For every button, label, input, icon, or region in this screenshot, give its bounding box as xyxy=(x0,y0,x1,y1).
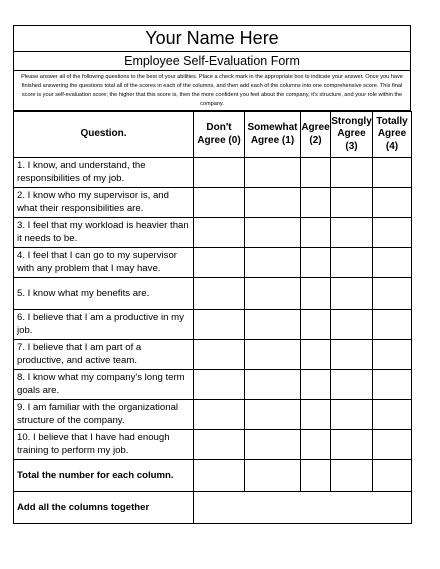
question-cell: 7. I believe that I am part of a productive, and active team. xyxy=(14,340,194,370)
answer-cell[interactable] xyxy=(301,188,331,218)
answer-cell[interactable] xyxy=(194,430,245,460)
total-cell[interactable] xyxy=(194,460,245,492)
question-cell: 6. I believe that I am a productive in my job. xyxy=(14,310,194,340)
question-cell: 4. I feel that I can go to my supervisor with any problem that I may have. xyxy=(14,248,194,278)
answer-cell[interactable] xyxy=(331,188,373,218)
answer-cell[interactable] xyxy=(373,340,412,370)
answer-cell[interactable] xyxy=(373,430,412,460)
sum-row-label: Add all the columns together xyxy=(14,492,194,524)
table-row xyxy=(14,340,412,370)
answer-cell[interactable] xyxy=(301,340,331,370)
answer-cell[interactable] xyxy=(194,158,245,188)
answer-cell[interactable] xyxy=(331,340,373,370)
table-row xyxy=(14,430,412,460)
question-cell: 1. I know, and understand, the responsibilities of my job. xyxy=(14,158,194,188)
question-cell: 5. I know what my benefits are. xyxy=(14,278,194,310)
question-cell: 3. I feel that my workload is heavier than it needs to be. xyxy=(14,218,194,248)
column-header-somewhat-agree: Somewhat Agree (1) xyxy=(245,112,301,158)
answer-cell[interactable] xyxy=(373,370,412,400)
answer-cell[interactable] xyxy=(245,188,301,218)
total-cell[interactable] xyxy=(373,460,412,492)
column-header-agree: Agree (2) xyxy=(301,112,331,158)
answer-cell[interactable] xyxy=(194,278,245,310)
total-row-label: Total the number for each column. xyxy=(14,460,194,492)
answer-cell[interactable] xyxy=(301,430,331,460)
instructions-box xyxy=(13,71,411,111)
table-row xyxy=(14,278,412,310)
answer-cell[interactable] xyxy=(194,248,245,278)
answer-cell[interactable] xyxy=(331,400,373,430)
answer-cell[interactable] xyxy=(373,218,412,248)
answer-cell[interactable] xyxy=(301,310,331,340)
answer-cell[interactable] xyxy=(301,218,331,248)
answer-cell[interactable] xyxy=(194,400,245,430)
question-cell: 2. I know who my supervisor is, and what their responsibilities are. xyxy=(14,188,194,218)
answer-cell[interactable] xyxy=(194,218,245,248)
answer-cell[interactable] xyxy=(301,278,331,310)
answer-cell[interactable] xyxy=(245,278,301,310)
answer-cell[interactable] xyxy=(301,370,331,400)
answer-cell[interactable] xyxy=(194,340,245,370)
answer-cell[interactable] xyxy=(245,310,301,340)
answer-cell[interactable] xyxy=(331,218,373,248)
answer-cell[interactable] xyxy=(245,370,301,400)
question-column-header: Question. xyxy=(14,112,194,158)
answer-cell[interactable] xyxy=(331,310,373,340)
answer-cell[interactable] xyxy=(373,278,412,310)
answer-cell[interactable] xyxy=(331,158,373,188)
answer-cell[interactable] xyxy=(373,310,412,340)
name-box[interactable] xyxy=(13,25,411,52)
answer-cell[interactable] xyxy=(331,278,373,310)
answer-cell[interactable] xyxy=(194,310,245,340)
table-row xyxy=(14,158,412,188)
column-header-strongly-agree: Strongly Agree (3) xyxy=(331,112,373,158)
question-cell: 9. I am familiar with the organizational structure of the company. xyxy=(14,400,194,430)
question-cell: 8. I know what my company's long term goals are. xyxy=(14,370,194,400)
answer-cell[interactable] xyxy=(245,218,301,248)
total-cell[interactable] xyxy=(331,460,373,492)
column-header-dont-agree: Don't Agree (0) xyxy=(194,112,245,158)
answer-cell[interactable] xyxy=(245,340,301,370)
answer-cell[interactable] xyxy=(373,400,412,430)
evaluation-table xyxy=(13,111,412,524)
answer-cell[interactable] xyxy=(331,430,373,460)
answer-cell[interactable] xyxy=(331,248,373,278)
answer-cell[interactable] xyxy=(245,430,301,460)
table-row xyxy=(14,400,412,430)
form-title-box xyxy=(13,52,411,71)
answer-cell[interactable] xyxy=(194,370,245,400)
table-row xyxy=(14,218,412,248)
total-cell[interactable] xyxy=(301,460,331,492)
answer-cell[interactable] xyxy=(373,188,412,218)
column-header-totally-agree: Totally Agree (4) xyxy=(373,112,412,158)
table-row xyxy=(14,188,412,218)
answer-cell[interactable] xyxy=(301,158,331,188)
answer-cell[interactable] xyxy=(301,400,331,430)
table-header-row xyxy=(14,112,412,158)
evaluation-form xyxy=(13,25,411,524)
employee-name: Your Name Here xyxy=(145,28,279,48)
table-row xyxy=(14,370,412,400)
table-row xyxy=(14,310,412,340)
total-cell[interactable] xyxy=(245,460,301,492)
total-row xyxy=(14,460,412,492)
answer-cell[interactable] xyxy=(245,400,301,430)
sum-row xyxy=(14,492,412,524)
answer-cell[interactable] xyxy=(245,248,301,278)
answer-cell[interactable] xyxy=(301,248,331,278)
answer-cell[interactable] xyxy=(194,188,245,218)
answer-cell[interactable] xyxy=(373,248,412,278)
table-row xyxy=(14,248,412,278)
answer-cell[interactable] xyxy=(331,370,373,400)
instructions-text: Please answer all of the following questions to the best of your abilities. Place a check mark in the appropriate box to indicate your answer. Once you have finished answering the questions total all of the scores in each of the columns, and then add each of the columns into one comprehensive score. This final score is your self-evaluation score; the higher that this score is, then the more confident you feel about the company, it's structure, and your role within the company. xyxy=(21,74,403,107)
form-title: Employee Self-Evaluation Form xyxy=(124,54,300,68)
answer-cell[interactable] xyxy=(373,158,412,188)
grand-total-cell[interactable] xyxy=(194,492,412,524)
question-cell: 10. I believe that I have had enough training to perform my job. xyxy=(14,430,194,460)
answer-cell[interactable] xyxy=(245,158,301,188)
